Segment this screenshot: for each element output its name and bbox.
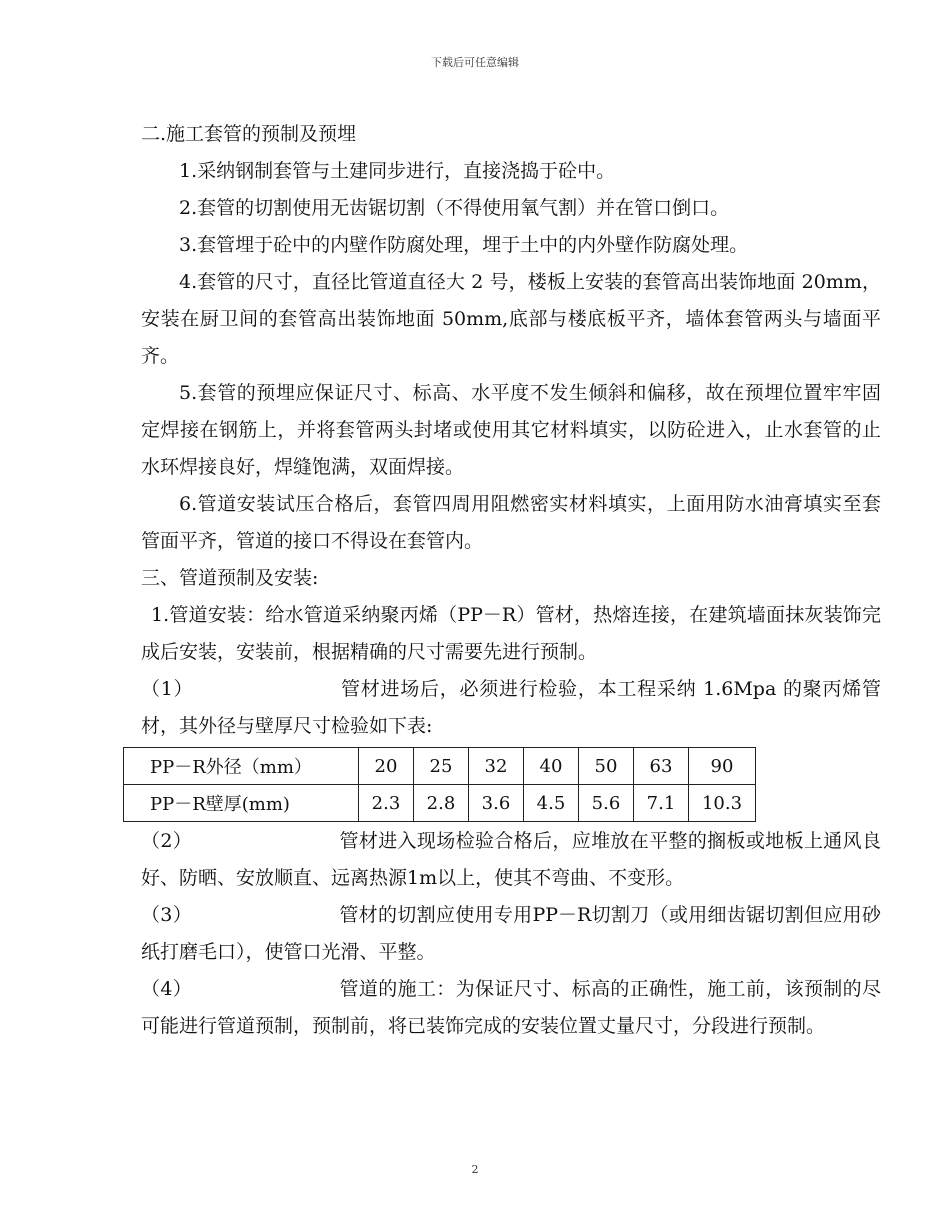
- sub-item: [141, 823, 881, 897]
- section-title: 三、管道预制及安装:: [141, 567, 319, 589]
- sub-item-text: 管材进入现场检验合格后，应堆放在平整的搁板或地板上通风良好、防晒、安放顺直、远离热源1m以上，使其不弯曲、不变形。: [141, 830, 881, 889]
- table-cell: 63: [634, 748, 689, 785]
- table-cell: 2.8: [414, 785, 469, 822]
- list-item: 4.套管的尺寸，直径比管道直径大 2 号，楼板上安装的套管高出装饰地面 20mm，安装在厨卫间的套管高出装饰地面 50mm,底部与楼底板平齐，墙体套管两头与墙面平齐。: [141, 271, 881, 367]
- list-item: 6.管道安装试压合格后，套管四周用阻燃密实材料填实，上面用防水油膏填实至套管面平齐，管道的接口不得设在套管内。: [141, 493, 881, 552]
- table-cell: 90: [689, 748, 756, 785]
- sub-item-number: （1）: [141, 678, 194, 700]
- sub-item-text: 管材的切割应使用专用PP－R切割刀（或用细齿锯切割但应用砂纸打磨毛口），使管口光滑、平整。: [141, 904, 881, 963]
- list-item: 1.采纳钢制套管与土建同步进行，直接浇捣于砼中。: [179, 160, 616, 182]
- table-cell: 10.3: [689, 785, 756, 822]
- sub-item: [141, 671, 881, 745]
- table-cell: 4.5: [524, 785, 579, 822]
- list-item: 5.套管的预埋应保证尺寸、标高、水平度不发生倾斜和偏移，故在预埋位置牢牢固定焊接在钢筋上，并将套管两头封堵或使用其它材料填实，以防砼进入，止水套管的止水环焊接良好，焊缝饱满，双面焊接。: [141, 382, 881, 478]
- sub-item: [141, 897, 881, 971]
- list-item: 2.套管的切割使用无齿锯切割（不得使用氧气割）并在管口倒口。: [179, 197, 730, 219]
- page-content: [141, 116, 881, 1045]
- table-cell: 40: [524, 748, 579, 785]
- table-cell: 5.6: [579, 785, 634, 822]
- sub-item-number: （2）: [141, 830, 193, 852]
- sub-item-number: （4）: [141, 978, 193, 1000]
- table-cell: 50: [579, 748, 634, 785]
- page-header: 下载后可任意编辑: [431, 56, 519, 69]
- list-item: 3.套管埋于砼中的内壁作防腐处理，埋于土中的内外壁作防腐处理。: [179, 234, 749, 256]
- table-cell: 2.3: [359, 785, 414, 822]
- table-row: [124, 785, 756, 822]
- table-cell: 7.1: [634, 785, 689, 822]
- sub-item-number: （3）: [141, 904, 193, 926]
- table-cell: 20: [359, 748, 414, 785]
- list-item: 1.管道安装：给水管道采纳聚丙烯（PP－R）管材，热熔连接，在建筑墙面抹灰装饰完成后安装，安装前，根据精确的尺寸需要先进行预制。: [141, 604, 881, 663]
- sub-item-text: 管材进场后，必须进行检验，本工程采纳 1.6Mpa 的聚丙烯管材，其外径与壁厚尺寸检验如下表:: [141, 678, 881, 737]
- table-cell: 25: [414, 748, 469, 785]
- table-row-label: PP－R外径（mm）: [124, 748, 359, 785]
- sub-item-text: 管道的施工：为保证尺寸、标高的正确性，施工前，该预制的尽可能进行管道预制，预制前，将已装饰完成的安装位置丈量尺寸，分段进行预制。: [141, 978, 881, 1037]
- table-cell: 3.6: [469, 785, 524, 822]
- page-number: 2: [471, 1163, 479, 1176]
- table-cell: 32: [469, 748, 524, 785]
- pipe-size-table: [123, 747, 881, 822]
- sub-item: [141, 971, 881, 1045]
- section-title: 二.施工套管的预制及预埋: [141, 123, 357, 145]
- table-row: [124, 748, 756, 785]
- table-row-label: PP－R壁厚(mm): [124, 785, 359, 822]
